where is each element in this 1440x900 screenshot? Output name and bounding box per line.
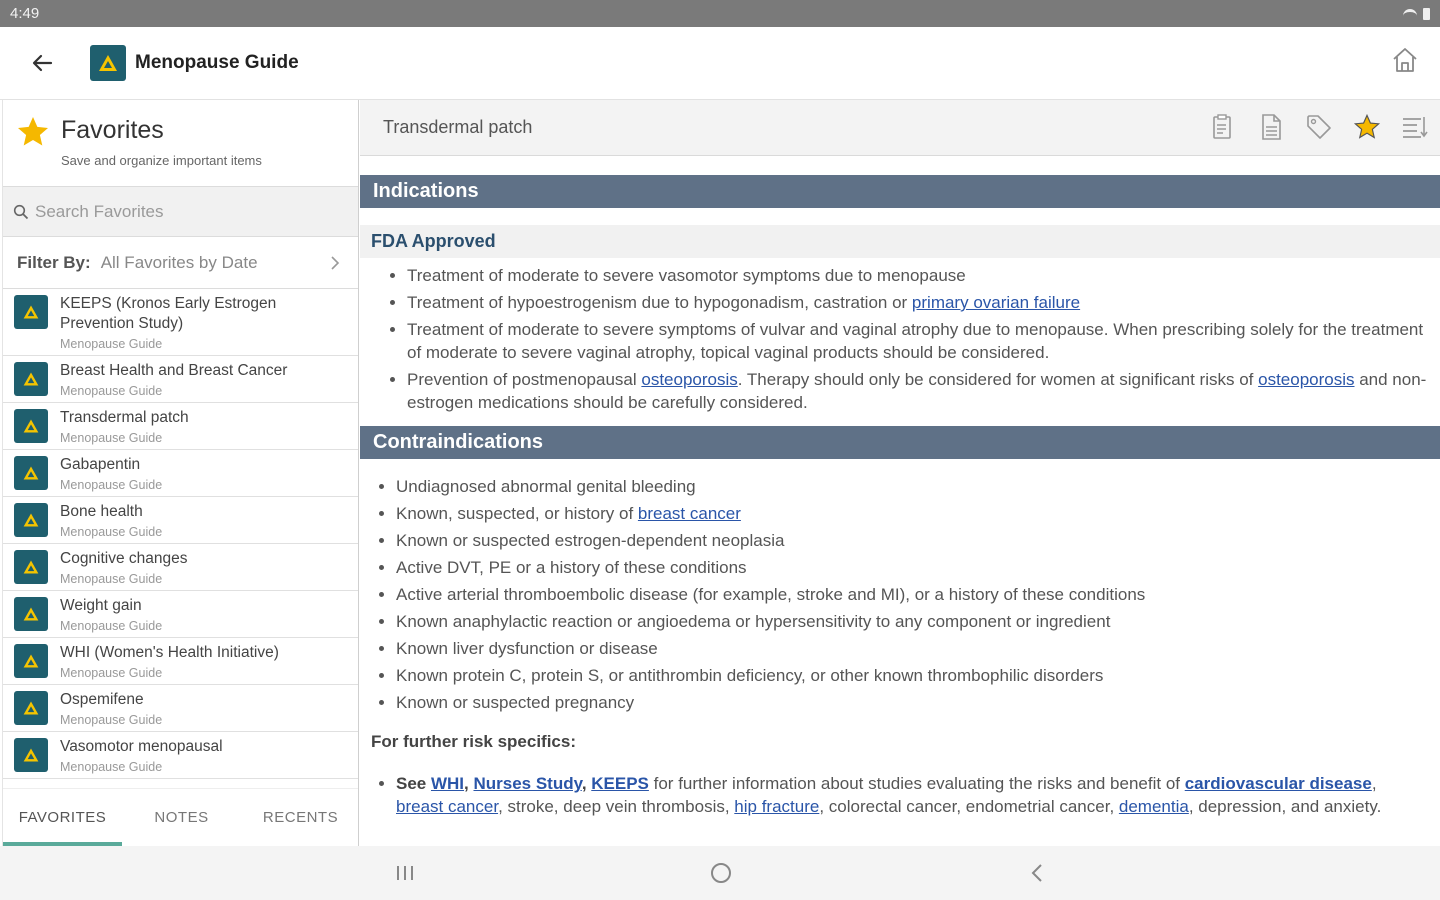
item-source: Menopause Guide: [60, 666, 163, 680]
home-circle-icon: [709, 861, 733, 885]
bullet-text: Active DVT, PE or a history of these conditions: [396, 558, 747, 577]
search-bar: [3, 187, 358, 237]
triangle-logo-icon: [97, 52, 119, 74]
document-panel: [360, 100, 1440, 846]
favorites-panel: [2, 100, 359, 846]
wifi-icon: [1403, 9, 1417, 19]
item-title: Bone health: [60, 503, 143, 520]
document-header: [360, 100, 1440, 156]
risk-heading: For further risk specifics:: [371, 732, 577, 751]
clipboard-icon: [1210, 113, 1236, 141]
app-logo: [90, 45, 126, 81]
separator: ,: [581, 774, 592, 793]
tab-notes[interactable]: NOTES: [154, 809, 209, 826]
item-source: Menopause Guide: [60, 572, 163, 586]
star-icon: [1353, 113, 1381, 141]
item-title: Vasomotor menopausal: [60, 738, 223, 755]
recents-nav-button[interactable]: [392, 860, 418, 886]
list-item: [396, 475, 1440, 498]
list-item: [396, 610, 1440, 633]
item-source: Menopause Guide: [60, 525, 163, 539]
link-dementia[interactable]: dementia: [1118, 797, 1189, 816]
list-item[interactable]: [3, 732, 358, 779]
item-title: Breast Health and Breast Cancer: [60, 362, 288, 379]
recent-apps-icon: [394, 863, 416, 883]
list-item: [396, 502, 1440, 525]
app-item-icon: [14, 691, 48, 725]
bullet-text: Undiagnosed abnormal genital bleeding: [396, 477, 696, 496]
app-item-icon: [14, 409, 48, 443]
tab-recents[interactable]: RECENTS: [262, 809, 339, 826]
bullet-text: Known protein C, protein S, or antithrombin deficiency, or other known thrombophilic disorders: [396, 666, 1104, 685]
link-hip-fracture[interactable]: hip fracture: [734, 797, 820, 816]
item-title: Gabapentin: [60, 456, 141, 473]
list-item[interactable]: [3, 591, 358, 638]
link-keeps[interactable]: KEEPS: [591, 774, 649, 793]
item-title: Weight gain: [60, 597, 142, 614]
item-source: Menopause Guide: [60, 431, 163, 445]
list-item: [396, 772, 1410, 818]
app-item-icon: [14, 456, 48, 490]
link-nurses-study[interactable]: Nurses Study: [473, 774, 582, 793]
bullet-text: Known, suspected, or history of: [396, 504, 638, 523]
indications-heading: Indications: [360, 175, 1440, 208]
bullet-text: Prevention of postmenopausal: [407, 370, 642, 389]
bullet-text: Known or suspected estrogen-dependent neoplasia: [396, 531, 785, 550]
app-title: Menopause Guide: [135, 52, 299, 73]
filter-value: All Favorites by Date: [100, 252, 258, 272]
home-button[interactable]: [1390, 45, 1420, 75]
list-item[interactable]: [3, 497, 358, 544]
list-item[interactable]: [3, 638, 358, 685]
favorites-header: [3, 100, 358, 187]
outline-button[interactable]: [1400, 112, 1430, 142]
status-bar: [0, 0, 1440, 27]
see-text: See: [396, 774, 431, 793]
risk-list: [360, 772, 1440, 818]
bullet-text: and non-estrogen medications should be carefully considered.: [407, 370, 1427, 412]
favorites-subtitle: Save and organize important items: [61, 153, 262, 168]
status-icons: [1403, 8, 1430, 20]
back-button[interactable]: [22, 43, 62, 83]
separator: ,: [464, 774, 474, 793]
app-item-icon: [14, 738, 48, 772]
clipboard-button[interactable]: [1208, 112, 1238, 142]
item-title: KEEPS (Kronos Early Estrogen Prevention Study): [60, 295, 277, 332]
app-item-icon: [14, 644, 48, 678]
arrow-left-icon: [31, 52, 53, 74]
link-breast-cancer[interactable]: breast cancer: [396, 797, 499, 816]
item-source: Menopause Guide: [60, 384, 163, 398]
item-title: Ospemifene: [60, 691, 144, 708]
separator: ,: [1371, 774, 1377, 793]
filter-label: Filter By:: [17, 252, 91, 272]
bullet-text: , colorectal cancer, endometrial cancer,: [819, 797, 1119, 816]
item-title: Cognitive changes: [60, 550, 188, 567]
battery-icon: [1423, 8, 1430, 20]
chevron-right-icon: [330, 255, 340, 271]
app-item-icon: [14, 295, 48, 329]
bullet-text: for further information about studies evaluating the risks and benefit of: [648, 774, 1185, 793]
item-title: Transdermal patch: [60, 409, 189, 426]
item-source: Menopause Guide: [60, 760, 163, 774]
item-source: Menopause Guide: [60, 619, 163, 633]
app-bar: [0, 27, 1440, 100]
bullet-text: . Therapy should only be considered for women at significant risks of: [737, 370, 1259, 389]
link-osteoporosis[interactable]: osteoporosis: [641, 370, 738, 389]
bullet-text: Known anaphylactic reaction or angioedema or hypersensitivity to any component or ingredient: [396, 612, 1111, 631]
system-nav-bar: [0, 846, 1440, 900]
list-item: [396, 556, 1440, 579]
list-item: [407, 368, 1440, 414]
list-item: [407, 264, 1440, 287]
chevron-left-icon: [1029, 862, 1045, 884]
document-body: [360, 175, 1440, 818]
bullet-text: , depression, and anxiety.: [1188, 797, 1382, 816]
link-primary-ovarian-failure[interactable]: primary ovarian failure: [911, 293, 1081, 312]
app-item-icon: [14, 597, 48, 631]
favorite-button[interactable]: [1352, 112, 1382, 142]
filter-selector[interactable]: [3, 237, 358, 289]
list-item: [407, 291, 1440, 314]
bullet-text: Known or suspected pregnancy: [396, 693, 635, 712]
list-item[interactable]: [3, 685, 358, 732]
document-icon: [1258, 113, 1284, 141]
status-time: 4:49: [10, 5, 40, 22]
contraindications-list: [360, 475, 1440, 714]
home-nav-button[interactable]: [708, 860, 734, 886]
bottom-tab-bar: [3, 788, 359, 846]
link-whi[interactable]: WHI: [430, 774, 465, 793]
bullet-text: Treatment of hypoestrogenism due to hypogonadism, castration or: [407, 293, 912, 312]
list-item[interactable]: [3, 450, 358, 497]
contraindications-heading: Contraindications: [360, 426, 1440, 459]
tab-favorites[interactable]: FAVORITES: [3, 789, 122, 846]
bullet-text: , stroke, deep vein thrombosis,: [498, 797, 735, 816]
list-item: [396, 637, 1440, 660]
home-icon: [1390, 45, 1420, 75]
favorites-list: [3, 289, 358, 779]
item-title: WHI (Women's Health Initiative): [60, 644, 279, 661]
bullet-text: Treatment of moderate to severe symptoms of vulvar and vaginal atrophy due to menopause. When prescribing solely for the treatment of moderate to severe vaginal atrophy, topical vaginal products should be considered.: [407, 320, 1424, 362]
item-source: Menopause Guide: [60, 478, 163, 492]
tag-icon: [1305, 113, 1333, 141]
list-item[interactable]: [3, 544, 358, 591]
item-source: Menopause Guide: [60, 337, 163, 351]
list-item: [396, 664, 1440, 687]
favorites-title: Favorites: [61, 116, 164, 144]
item-source: Menopause Guide: [60, 713, 163, 727]
search-favorites-input[interactable]: [35, 202, 335, 222]
list-item[interactable]: [3, 356, 358, 403]
document-button[interactable]: [1256, 112, 1286, 142]
search-icon: [13, 204, 29, 220]
app-item-icon: [14, 550, 48, 584]
list-item[interactable]: [3, 289, 358, 356]
list-item: [396, 583, 1440, 606]
indications-list: [360, 264, 1440, 414]
back-nav-button[interactable]: [1024, 860, 1050, 886]
link-osteoporosis[interactable]: osteoporosis: [1258, 370, 1355, 389]
bullet-text: Active arterial thromboembolic disease (for example, stroke and MI), or a history of these conditions: [396, 585, 1146, 604]
app-item-icon: [14, 362, 48, 396]
outline-list-icon: [1400, 113, 1430, 141]
bullet-text: Known liver dysfunction or disease: [396, 639, 658, 658]
list-item: [396, 529, 1440, 552]
list-item[interactable]: [3, 403, 358, 450]
star-icon: [15, 114, 51, 150]
list-item: [396, 691, 1440, 714]
document-title: Transdermal patch: [383, 117, 533, 137]
tag-button[interactable]: [1304, 112, 1334, 142]
app-item-icon: [14, 503, 48, 537]
bullet-text: Treatment of moderate to severe vasomotor symptoms due to menopause: [407, 266, 966, 285]
list-item: [407, 318, 1440, 364]
link-cardiovascular-disease[interactable]: cardiovascular disease: [1184, 774, 1372, 793]
link-breast-cancer[interactable]: breast cancer: [637, 504, 741, 523]
document-toolbar: [1208, 112, 1430, 142]
fda-approved-heading: FDA Approved: [360, 225, 1440, 258]
